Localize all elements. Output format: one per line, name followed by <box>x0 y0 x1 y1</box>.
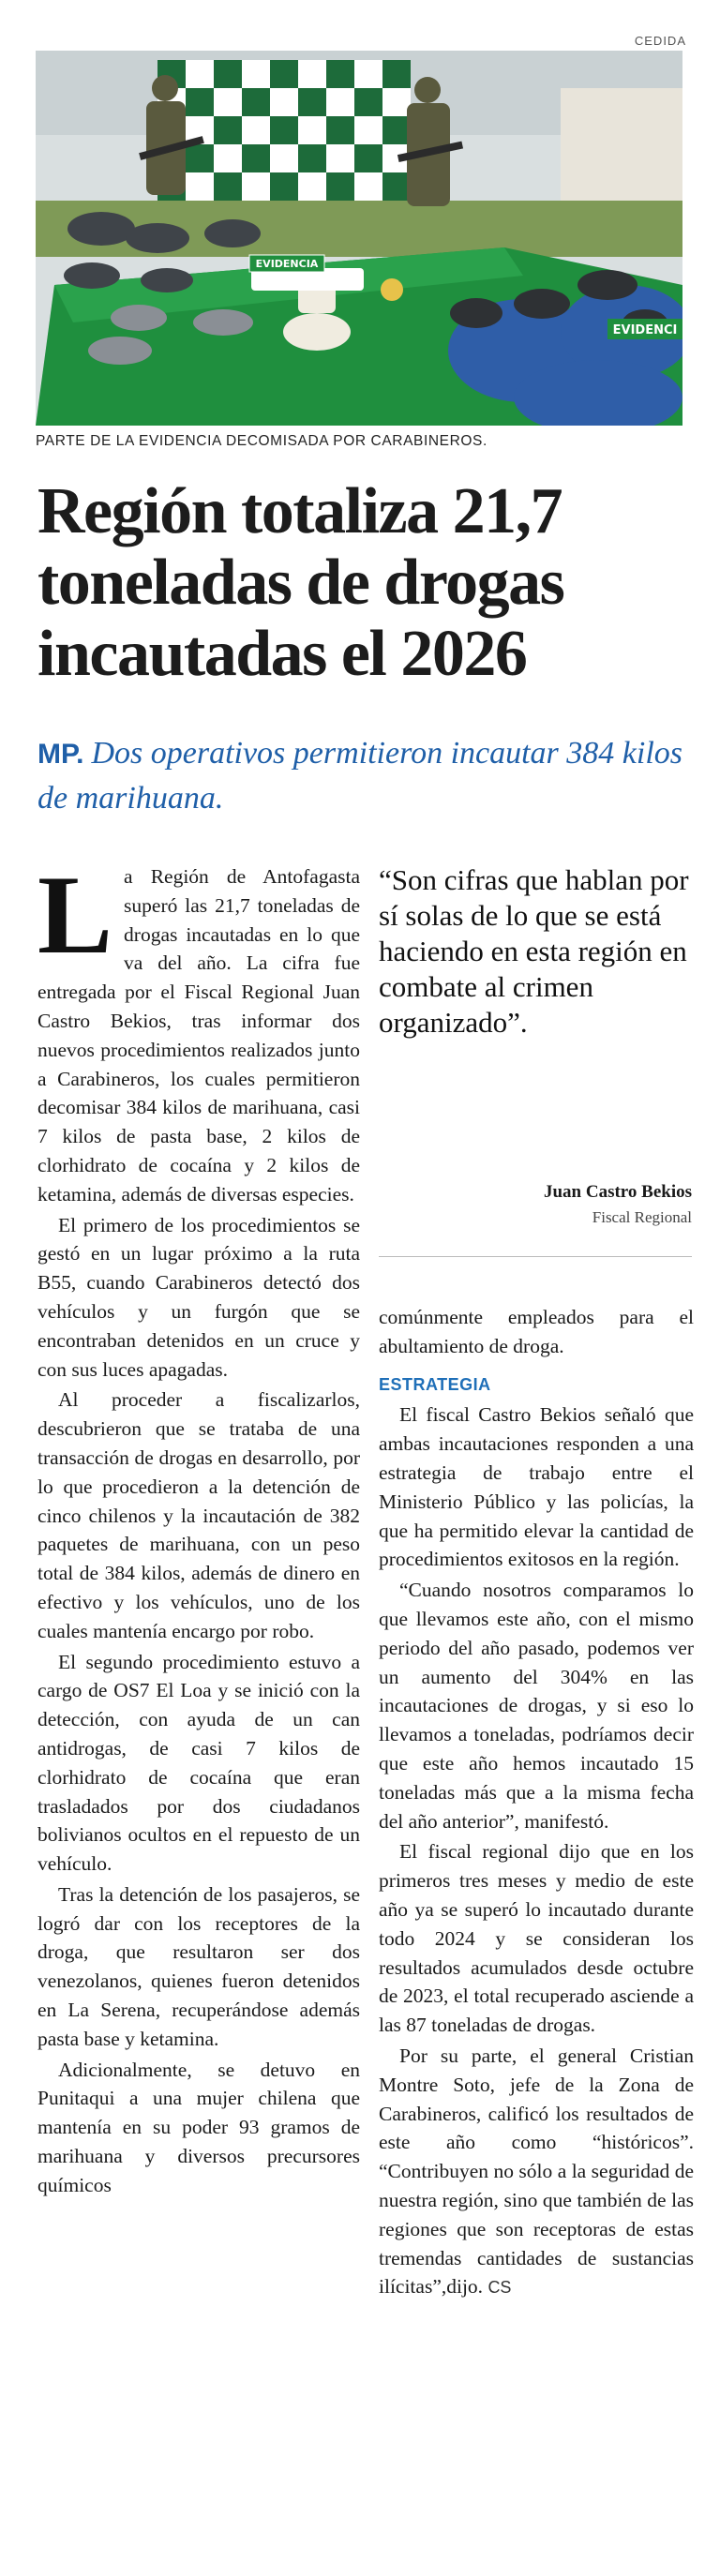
paragraph: Al proceder a fiscalizarlos, descubrieron que se trataba de una transacción de drogas en desarrollo, por lo que procedieron a la detención de cinco chilenos y la incautación de 382 paquetes de marihuana, con un peso total de 384 kilos, además de dinero en efectivo y los vehículos, uno de los cuales mantenía encargo por robo. <box>38 1388 360 1642</box>
section-subhead: ESTRATEGIA <box>379 1374 491 1394</box>
paragraph: “Cuando nosotros comparamos lo que llevamos este año, con el mismo periodo del año pasado, podemos ver un aumento del 304% en las incautaciones de drogas, y si eso lo llevamos a toneladas, podríamos decir que este año hemos incautado 15 toneladas más que a la misma fecha del año anterior”, manifestó. <box>379 1579 694 1833</box>
end-mark: CS <box>488 2278 512 2298</box>
deck-tag: MP. <box>38 739 84 770</box>
headline: Región totaliza 21,7 toneladas de drogas incautadas el 2026 <box>38 475 564 690</box>
quote-author-role: Fiscal Regional <box>592 1208 692 1226</box>
evidence-tag-2: EVIDENCI <box>612 323 678 337</box>
paragraph: El segundo procedimiento estuvo a cargo de OS7 El Loa y se inició con la detección, con ayuda de un can antidrogas, de casi 7 kilos de clorhidrato de cocaína que eran trasladados por dos ciudadanos bolivianos ocultos en el repuesto de un vehículo. <box>38 1650 360 1876</box>
paragraph: El fiscal Castro Bekios señaló que ambas incautaciones responden a una estrategia de trabajo entre el Ministerio Público y las policías, la que ha permitido elevar la cantidad de procedimientos exitosos en la región. <box>379 1403 694 1571</box>
quote-attribution <box>544 1179 692 1230</box>
article-column-2 <box>379 1303 694 2304</box>
evidence-photo <box>36 51 682 426</box>
paragraph: Adicionalmente, se detuvo en Punitaqui a una mujer chilena que mantenía en su poder 93 gramos de marihuana y diversos precursores químicos <box>38 2058 360 2196</box>
lead-paragraph: La Región de Antofagasta superó las 21,7 toneladas de drogas incautadas en lo que va del año. La cifra fue entregada por el Fiscal Regional Juan Castro Bekios, tras informar dos nuevos procedimientos realizados junto a Carabineros, los cuales permitieron decomisar 384 kilos de marihuana, casi 7 kilos de pasta base, 2 kilos de clorhidrato de cocaína y 2 kilos de ketamina, además de diversas especies. <box>38 852 360 1206</box>
paragraph: Por su parte, el general Cristian Montre Soto, jefe de la Zona de Carabineros, calificó los resultados de este año como “históricos”. “Contribuyen no sólo a la seguridad de nuestra región, sino que también de las regiones que son receptoras de estas tremendas cantidades de sustancias ilícitas”,dijo. CS <box>379 2044 694 2299</box>
pull-quote: “Son cifras que hablan por sí solas de lo que se está haciendo en esta región en combate al crimen organizado”. <box>379 863 689 1039</box>
drop-cap: L <box>38 852 113 977</box>
deck-text: Dos operativos permitieron incautar 384 kilos de marihuana. <box>38 736 682 816</box>
deck <box>38 731 684 820</box>
photo-caption: PARTE DE LA EVIDENCIA DECOMISADA POR CARABINEROS. <box>36 433 488 449</box>
paragraph: El fiscal regional dijo que en los primeros tres meses y medio de este año ya se superó lo incautado durante todo 2024 y se consideran los resultados acumulados desde octubre de 2023, el total recuperado asciende a las 87 toneladas de drogas. <box>379 1840 694 2037</box>
paragraph: comúnmente empleados para el abultamiento de droga. <box>379 1306 694 1357</box>
paragraph: El primero de los procedimientos se gestó en un lugar próximo a la ruta B55, cuando Carabineros detectó dos vehículos y un furgón que se encontraban detenidos en un cruce y con sus luces apagadas. <box>38 1213 360 1381</box>
photo-credit: CEDIDA <box>634 34 686 48</box>
paragraph: Tras la detención de los pasajeros, se logró dar con los receptores de la droga, que resultaron ser dos venezolanos, quienes fueron detenidos en La Serena, recuperándose además pasta base y ketamina. <box>38 1882 360 2050</box>
divider <box>379 1256 692 1257</box>
evidence-tag: EVIDENCIA <box>255 258 319 270</box>
article-column-1 <box>38 852 360 2202</box>
quote-author: Juan Castro Bekios <box>543 1182 692 1202</box>
